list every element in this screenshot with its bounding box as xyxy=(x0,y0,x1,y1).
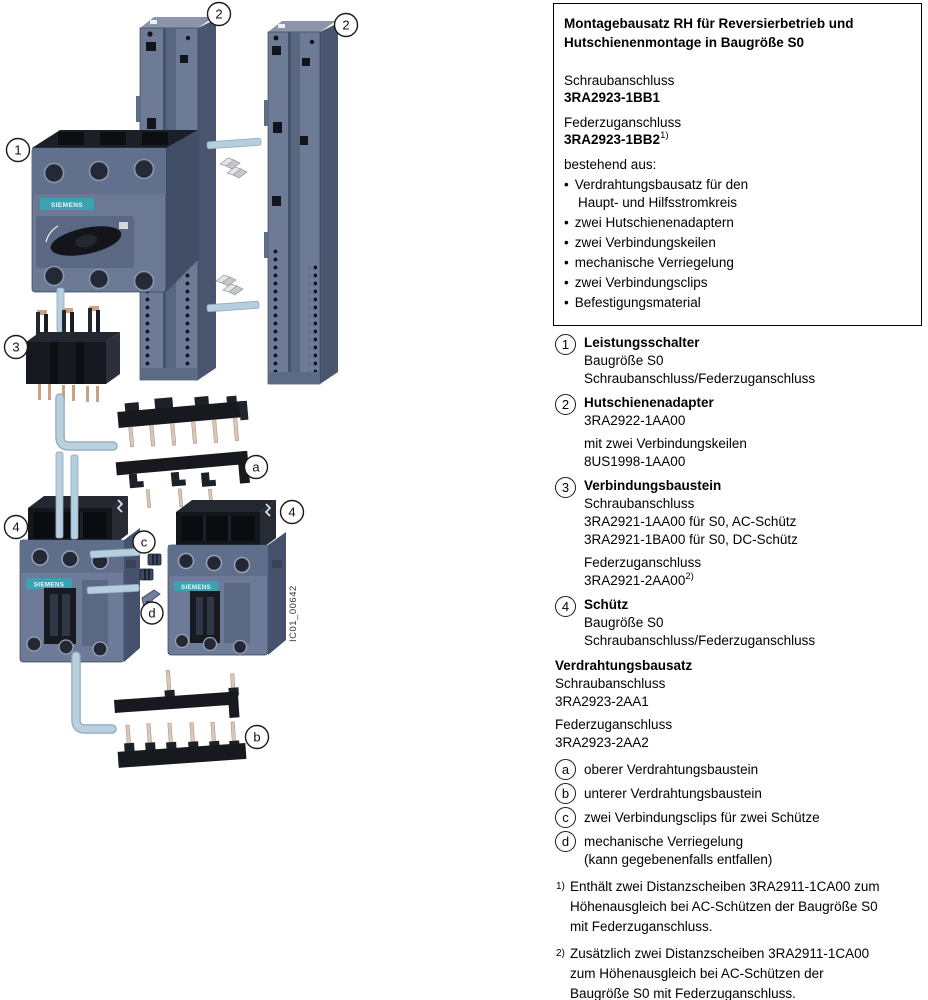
bullet-item: • Befestigungsmaterial xyxy=(564,295,701,310)
vertical-rod-2 xyxy=(71,455,78,539)
screw-connection xyxy=(564,72,911,106)
lower-wiring-module xyxy=(112,665,246,768)
legend-title: Hutschienenadapter xyxy=(584,395,714,410)
wiring-tube-lower xyxy=(76,656,112,729)
legend-title: Verbindungsbaustein xyxy=(584,478,722,493)
order-number: 3RA2923-1BB1 xyxy=(564,90,661,105)
connecting-wedges-top xyxy=(220,158,247,178)
callout-4-contactor-right xyxy=(281,501,304,524)
footnotes xyxy=(556,877,925,1000)
svg-text:4: 4 xyxy=(12,519,20,535)
legend-marker: 4 xyxy=(555,596,576,617)
svg-text:2: 2 xyxy=(215,6,223,22)
figure-image-id: IC01_00642 xyxy=(288,585,299,642)
wiring-kit-block: Verdrahtungsbausatz Schraubanschluss 3RA2923-2AA1 Federzuganschluss 3RA2923-2AA2 xyxy=(555,657,922,752)
bullet-item: • mechanische Verriegelung xyxy=(564,255,734,270)
consists-heading: bestehend aus: xyxy=(564,157,657,172)
svg-text:c: c xyxy=(140,534,148,550)
connection-type-label: Schraubanschluss xyxy=(564,73,675,88)
connecting-clips xyxy=(140,554,161,580)
legend-item-2: 2 Hutschienenadapter 3RA2922-1AA00 mit zwei Verbindungskeilen 8US1998-1AA00 xyxy=(555,394,922,471)
vertical-rod-1 xyxy=(56,452,63,538)
legend-item-b: b unterer Verdrahtungsbaustein xyxy=(555,783,922,804)
footnote-ref: 2) xyxy=(685,571,694,582)
callout-2-adapter-left xyxy=(208,3,231,26)
legend-item-3: 3 Verbindungsbaustein Schraubanschluss 3RA2921-1AA00 für S0, AC-Schütz 3RA2921-1BA00 für S0, DC-Schütz Federzuganschluss 3RA2921-2AA00$^{2)}$ xyxy=(555,477,922,590)
right-column xyxy=(553,3,922,872)
footnote-1: 1) Enthält zwei Distanzscheiben 3RA2911-1CA00 zum Höhenausgleich bei AC-Schützen der Baugröße S0 mit Federzuganschluss. xyxy=(556,877,925,937)
legend-title: Schütz xyxy=(584,597,629,612)
svg-text:4: 4 xyxy=(288,504,296,520)
callout-3-connector xyxy=(5,336,28,359)
letter-legend xyxy=(555,759,922,869)
footnote-ref: 1) xyxy=(660,130,669,141)
svg-text:3: 3 xyxy=(12,339,20,355)
component-legend xyxy=(553,334,922,869)
legend-marker: 3 xyxy=(555,477,576,498)
contents-bullet-list xyxy=(564,176,911,312)
legend-item-4: 4 Schütz Baugröße S0 Schraubanschluss/Federzuganschluss xyxy=(555,596,922,650)
legend-item-1: 1 Leistungsschalter Baugröße S0 Schraubanschluss/Federzuganschluss xyxy=(555,334,922,388)
legend-marker: c xyxy=(555,807,576,828)
siemens-logo-contactor-left: SIEMENS xyxy=(33,581,65,589)
svg-text:1: 1 xyxy=(14,142,22,158)
spring-connection xyxy=(564,114,911,148)
legend-item-a: a oberer Verdrahtungsbaustein xyxy=(555,759,922,780)
legend-marker: 1 xyxy=(555,334,576,355)
box-title: Montagebausatz RH für Reversierbetrieb und Hutschienenmontage in Baugröße S0 xyxy=(564,16,854,50)
product-info-box xyxy=(553,3,922,326)
callout-b-lower-wiring xyxy=(246,726,269,749)
callout-4-contactor-left xyxy=(5,516,28,539)
upper-wiring-module xyxy=(110,391,255,515)
circuit-breaker xyxy=(32,130,198,292)
legend-item-d: d mechanische Verriegelung (kann gegebenenfalls entfallen) xyxy=(555,831,922,869)
legend-marker: a xyxy=(555,759,576,780)
bullet-item: • zwei Verbindungsclips xyxy=(564,275,708,290)
callout-a-upper-wiring xyxy=(245,456,268,479)
svg-text:d: d xyxy=(148,605,156,621)
bullet-item: • Verdrahtungsbausatz für den Haupt- und Hilfsstromkreis xyxy=(564,177,749,210)
legend-title: Leistungsschalter xyxy=(584,335,700,350)
footnote-marker: 2) xyxy=(556,948,565,959)
footnote-marker: 1) xyxy=(556,881,565,892)
bullet-item: • zwei Verbindungskeilen xyxy=(564,235,716,250)
bullet-item: • zwei Hutschienenadaptern xyxy=(564,215,734,230)
order-number: 3RA2923-1BB2$^{1)}$ xyxy=(564,130,669,147)
callout-d-interlock xyxy=(141,602,163,624)
wiring-kit-title: Verdrahtungsbausatz xyxy=(555,658,693,673)
siemens-logo-breaker: SIEMENS xyxy=(50,202,84,209)
callout-c-clips xyxy=(133,531,155,553)
svg-text:b: b xyxy=(253,729,261,745)
legend-marker: d xyxy=(555,831,576,852)
contactor-right xyxy=(168,500,286,655)
siemens-logo-contactor-right: SIEMENS xyxy=(181,584,211,591)
svg-text:2: 2 xyxy=(342,17,350,33)
contactor-left xyxy=(20,496,140,662)
legend-item-c: c zwei Verbindungsclips für zwei Schütze xyxy=(555,807,922,828)
callout-1-breaker xyxy=(7,139,30,162)
callout-2-adapter-right xyxy=(335,14,358,37)
svg-text:a: a xyxy=(252,459,260,475)
legend-marker: b xyxy=(555,783,576,804)
connecting-wedges-bottom xyxy=(216,275,243,295)
din-rail-adapter-right xyxy=(264,21,338,384)
footnote-2: 2) Zusätzlich zwei Distanzscheiben 3RA2911-1CA00 zum Höhenausgleich bei AC-Schützen der Baugröße S0 mit Federzuganschluss. xyxy=(556,944,925,1000)
wiring-tube-upper xyxy=(60,398,113,446)
connection-type-label: Federzuganschluss xyxy=(564,115,682,130)
legend-marker: 2 xyxy=(555,394,576,415)
connection-module xyxy=(26,306,120,402)
